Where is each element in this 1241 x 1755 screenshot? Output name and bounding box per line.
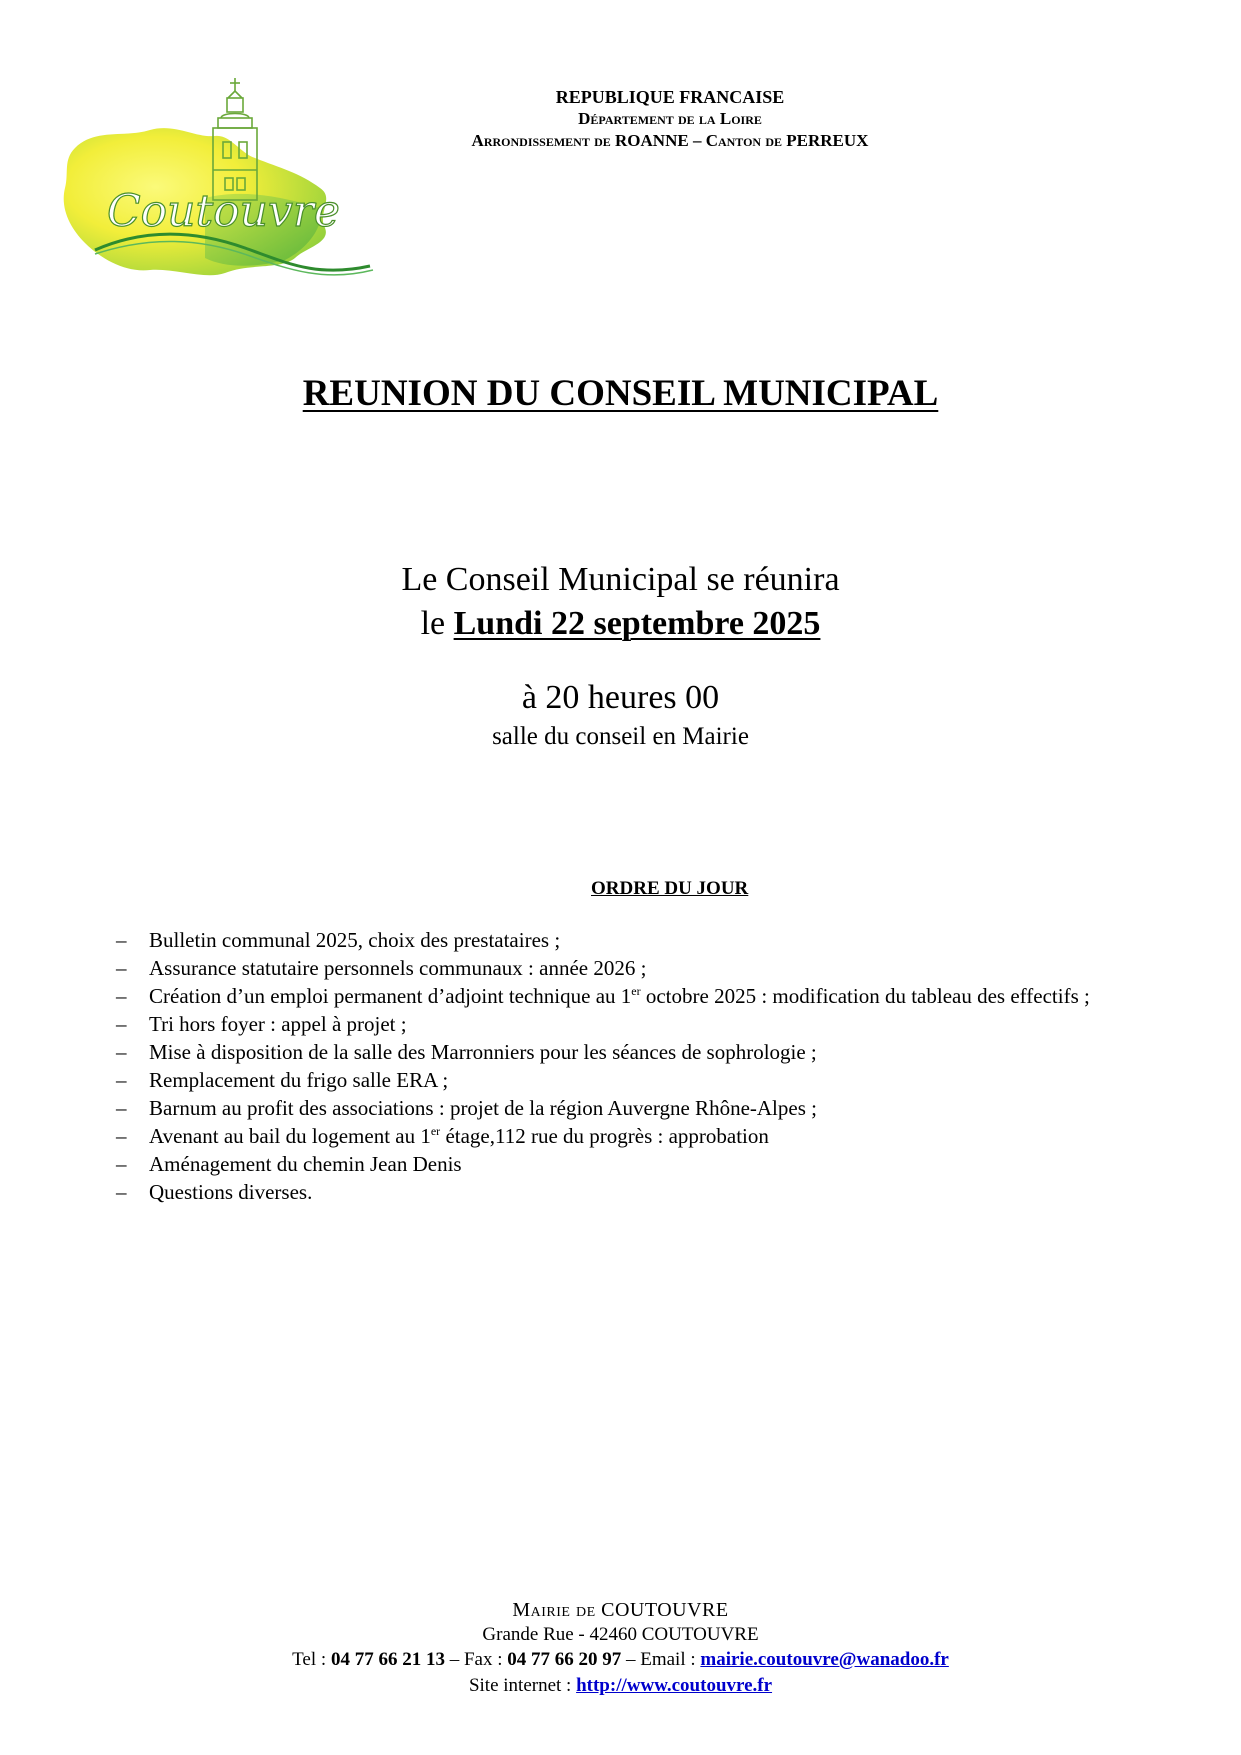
agenda-list (116, 926, 1121, 1206)
agenda-item-text: Mise à disposition de la salle des Marronniers pour les séances de sophrologie ; (149, 1040, 817, 1064)
agenda-item-text: Questions diverses. (149, 1180, 313, 1204)
meeting-intro: Le Conseil Municipal se réunira (401, 561, 840, 598)
agenda-item-text: Avenant au bail du logement au 1 (149, 1124, 431, 1148)
footer-site-link[interactable]: http://www.coutouvre.fr (576, 1675, 773, 1696)
agenda-item (116, 1150, 1121, 1178)
meeting-info (0, 558, 1241, 754)
agenda-item-text: Bulletin communal 2025, choix des prestataires ; (149, 928, 561, 952)
agenda-bullet: – (116, 928, 127, 952)
agenda-title: ORDRE DU JOUR (591, 878, 749, 899)
header-arr-prefix: Arrondissement de (471, 131, 616, 150)
agenda-item-text: Assurance statutaire personnels communaux : année 2026 ; (149, 956, 647, 980)
administrative-header (380, 86, 960, 152)
page-title-text: REUNION DU CONSEIL MUNICIPAL (302, 373, 939, 414)
footer-fax-label: – Fax : (444, 1649, 508, 1670)
footer-tel: 04 77 66 21 13 (330, 1649, 445, 1670)
agenda-item-superscript: er (631, 984, 641, 998)
footer-email-link[interactable]: mairie.coutouvre@wanadoo.fr (700, 1649, 949, 1670)
footer-tel-label: Tel : (292, 1649, 331, 1670)
logo-town-name: Coutouvre (107, 186, 340, 237)
footer-contact (0, 1647, 1241, 1673)
page-title (0, 372, 1241, 415)
footer-site (0, 1673, 1241, 1699)
agenda-item (116, 1178, 1121, 1206)
agenda-item-text: Création d’un emploi permanent d’adjoint technique au 1 (149, 984, 632, 1008)
agenda-bullet: – (116, 1124, 127, 1148)
meeting-place: salle du conseil en Mairie (492, 723, 749, 750)
agenda-item (116, 1066, 1121, 1094)
agenda-item (116, 954, 1121, 982)
agenda-item (116, 1094, 1121, 1122)
header-department: Département de la Loire (578, 109, 762, 128)
agenda-bullet: – (116, 1180, 127, 1204)
header-republic: REPUBLIQUE FRANCAISE (555, 87, 785, 107)
header-perreux: PERREUX (786, 131, 869, 150)
agenda-item-text: étage,112 rue du progrès : approbation (440, 1124, 769, 1148)
footer-site-label: Site internet : (468, 1675, 577, 1696)
footer-address: Grande Rue - 42460 COUTOUVRE (482, 1624, 759, 1645)
agenda-bullet: – (116, 956, 127, 980)
agenda-item (116, 1010, 1121, 1038)
coutouvre-logo (55, 78, 425, 318)
footer (0, 1597, 1241, 1699)
agenda-bullet: – (116, 1152, 127, 1176)
agenda-item-text: Barnum au profit des associations : projet de la région Auvergne Rhône-Alpes ; (149, 1096, 817, 1120)
meeting-le: le (420, 605, 454, 642)
header-arrondissement (380, 130, 960, 152)
agenda-item-text: Tri hors foyer : appel à projet ; (149, 1012, 407, 1036)
agenda-item-text: octobre 2025 : modification du tableau des effectifs ; (640, 984, 1090, 1008)
meeting-date: Lundi 22 septembre 2025 (453, 605, 821, 642)
header-canton: – Canton de (688, 131, 787, 150)
agenda-bullet: – (116, 984, 127, 1008)
meeting-time: à 20 heures 00 (521, 679, 720, 716)
footer-mairie: Mairie de COUTOUVRE (512, 1599, 729, 1621)
agenda-item-text: Remplacement du frigo salle ERA ; (149, 1068, 449, 1092)
agenda-bullet: – (116, 1068, 127, 1092)
agenda-bullet: – (116, 1040, 127, 1064)
meeting-date-line (0, 602, 1241, 646)
agenda-item (116, 982, 1121, 1010)
header-roanne: ROANNE (615, 131, 689, 150)
footer-email-label: – Email : (621, 1649, 701, 1670)
agenda-item-superscript: er (430, 1124, 441, 1138)
agenda-item (116, 926, 1121, 954)
agenda-item-text: Aménagement du chemin Jean Denis (149, 1152, 462, 1176)
coutouvre-logo-graphic (55, 78, 425, 318)
agenda-item (116, 1122, 1121, 1150)
agenda-bullet: – (116, 1096, 127, 1120)
agenda-bullet: – (116, 1012, 127, 1036)
footer-fax: 04 77 66 20 97 (507, 1649, 622, 1670)
agenda-item (116, 1038, 1121, 1066)
